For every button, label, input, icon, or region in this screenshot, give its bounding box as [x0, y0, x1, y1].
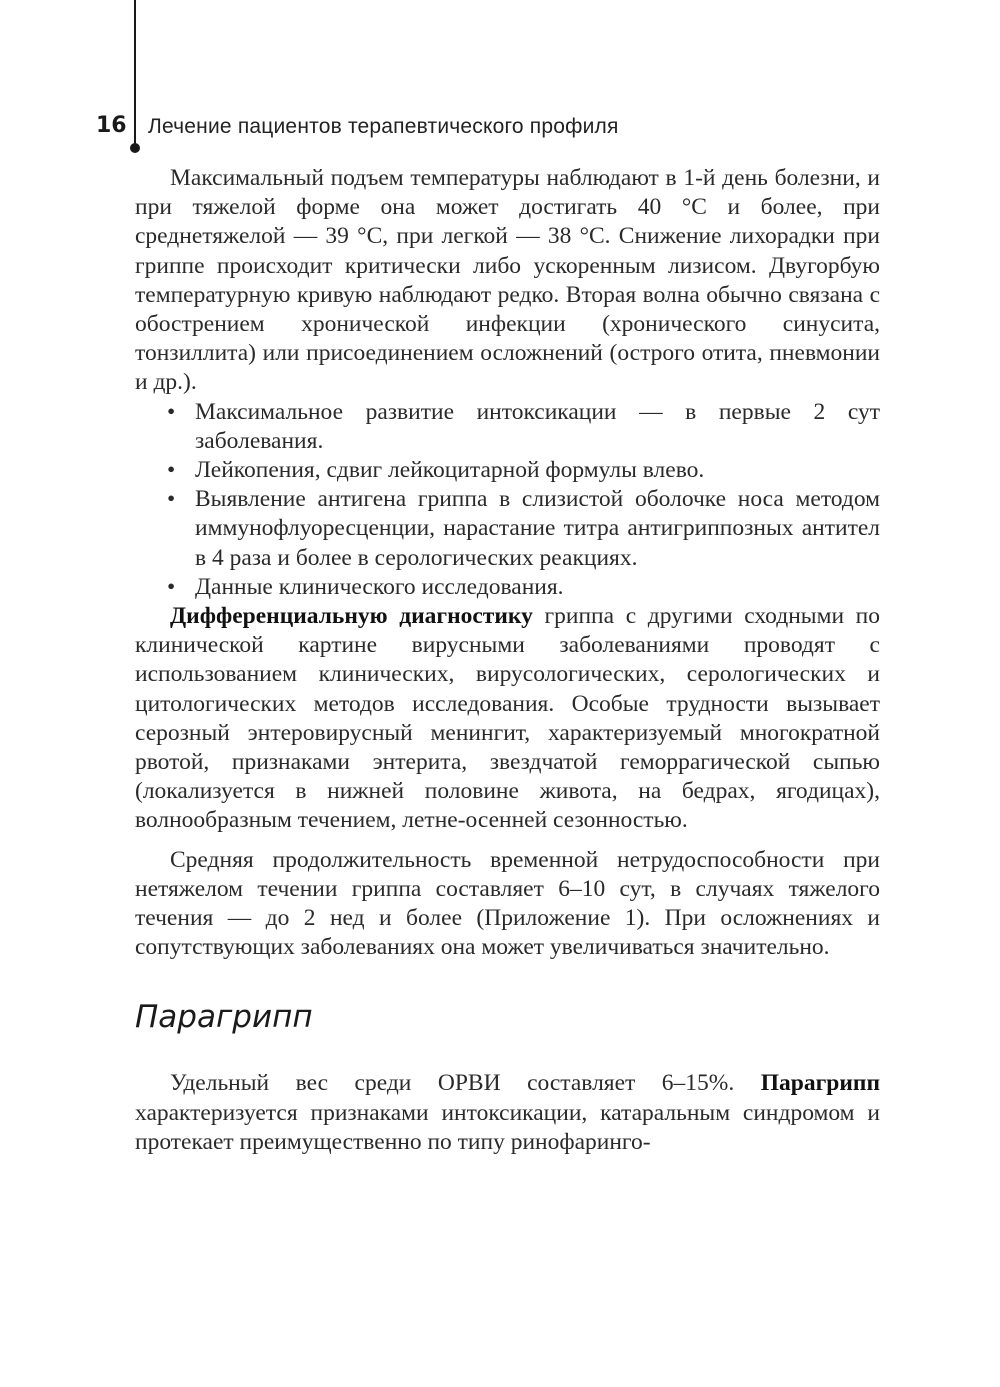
header-vertical-rule: [134, 0, 136, 150]
term-paragripp: Парагрипп: [760, 1070, 880, 1097]
bullet-icon: •: [167, 398, 176, 425]
page-number: 16: [96, 113, 127, 138]
paragraph-fever: Максимальный подъем температуры наблюдают в 1-й день болезни, и при тяжелой форме она может достигать 40 °С и более, при среднетяжелой — 39 °С, при легкой — 38 °С. Снижение лихорадки при гриппе происходит критически либо ускоренным лизисом. Двугорбую температурную кривую наблюдают редко. Вторая волна обычно связана с обострением хронической инфекции (хронического синусита, тонзиллита) или присоединением осложнений (острого отита, пневмонии и др.).: [135, 165, 880, 396]
list-item: • Лейкопения, сдвиг лейкоцитарной формулы влево.: [195, 456, 880, 485]
term-differential-diagnosis: Дифференциальную диагностику: [170, 603, 533, 630]
list-item: • Максимальное развитие интоксикации — в первые 2 сут заболевания.: [167, 398, 880, 454]
diagnostic-criteria-list: [135, 398, 880, 602]
paragraph-disability-duration: Средняя продолжительность временной нетрудоспособности при нетяжелом течении гриппа составляет 6–10 сут, в случаях тяжелого течения — до 2 нед и более (Приложение 1). При осложнениях и сопутствующих заболеваниях она может увеличиваться значительно.: [135, 846, 880, 961]
paragraph-differential-diagnosis: Дифференциальную диагностику гриппа с другими сходными по клинической картине вирусными заболеваниями проводят с использованием клинических, вирусологических, серологических и цитологических методов исследования. Особые трудности вызывает серозный энтеровирусный менингит, характеризуемый многократной рвотой, признаками энтерита, звездчатой геморрагической сыпью (локализуется в нижней половине живота, на бедрах, ягодицах), волнообразным течением, летне-осенней сезонностью.: [135, 603, 880, 834]
list-item: • Данные клинического исследования.: [195, 573, 880, 602]
paragraph-paragripp-intro: Удельный вес среди ОРВИ составляет 6–15%. Парагрипп характеризуется признаками интоксикации, катаральным синдромом и протекает преимущественно по типу ринофаринго-: [135, 1070, 880, 1155]
running-title: Лечение пациентов терапевтического профиля: [148, 115, 619, 138]
bullet-icon: •: [167, 573, 176, 600]
list-item: • Выявление антигена гриппа в слизистой оболочке носа методом иммунофлуоресценции, нарастание титра антигриппозных антител в 4 раза и более в серологических реакциях.: [167, 486, 880, 571]
bullet-icon: •: [167, 486, 176, 513]
header-rule-dot: [130, 143, 140, 153]
section-heading-paragripp: Парагрипп: [135, 999, 313, 1036]
page-body: [135, 164, 880, 1157]
bullet-icon: •: [167, 457, 176, 484]
